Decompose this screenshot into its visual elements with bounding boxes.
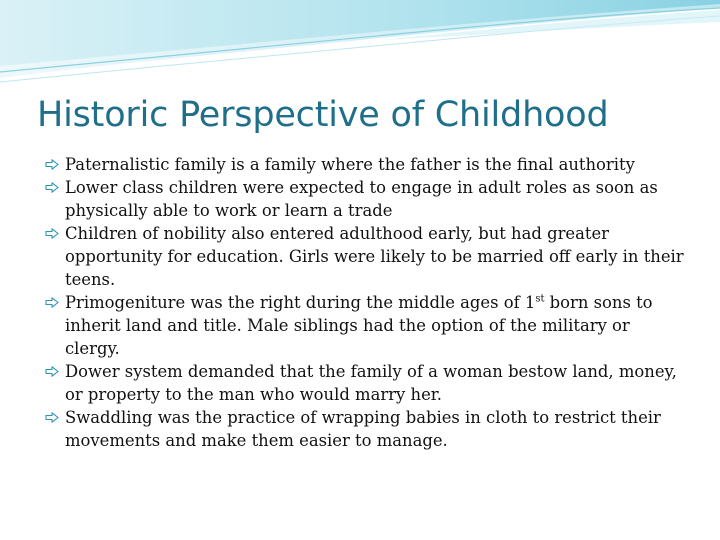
bullet-text-part: Primogeniture was the right during the middle ages of 1 <box>65 293 536 312</box>
arrow-right-icon <box>45 159 59 170</box>
bullet-list <box>44 153 684 452</box>
bullet-item <box>44 153 684 176</box>
bullet-item <box>44 291 684 360</box>
slide-title: Historic Perspective of Childhood <box>37 95 609 135</box>
arrow-right-icon <box>45 366 59 377</box>
arrow-right-icon <box>45 297 59 308</box>
bullet-text <box>65 293 653 358</box>
bullet-item <box>44 222 684 291</box>
header-wave-decoration <box>0 0 720 90</box>
bullet-text: Lower class children were expected to engage in adult roles as soon as physically able to work or learn a trade <box>65 178 658 220</box>
arrow-right-icon <box>45 228 59 239</box>
arrow-right-icon <box>45 182 59 193</box>
bullet-text: Children of nobility also entered adulthood early, but had greater opportunity for education. Girls were likely to be married off early in their teens. <box>65 224 684 289</box>
bullet-item <box>44 176 684 222</box>
bullet-text: Swaddling was the practice of wrapping babies in cloth to restrict their movements and make them easier to manage. <box>65 408 661 450</box>
arrow-right-icon <box>45 412 59 423</box>
bullet-item <box>44 406 684 452</box>
bullet-text: Paternalistic family is a family where the father is the final authority <box>65 155 635 174</box>
ordinal-superscript: st <box>535 293 545 305</box>
bullet-item <box>44 360 684 406</box>
bullet-text: Dower system demanded that the family of a woman bestow land, money, or property to the man who would marry her. <box>65 362 677 404</box>
bullet-text-part: born sons to inherit land and title. Male siblings had the option of the military or clergy. <box>65 293 653 358</box>
